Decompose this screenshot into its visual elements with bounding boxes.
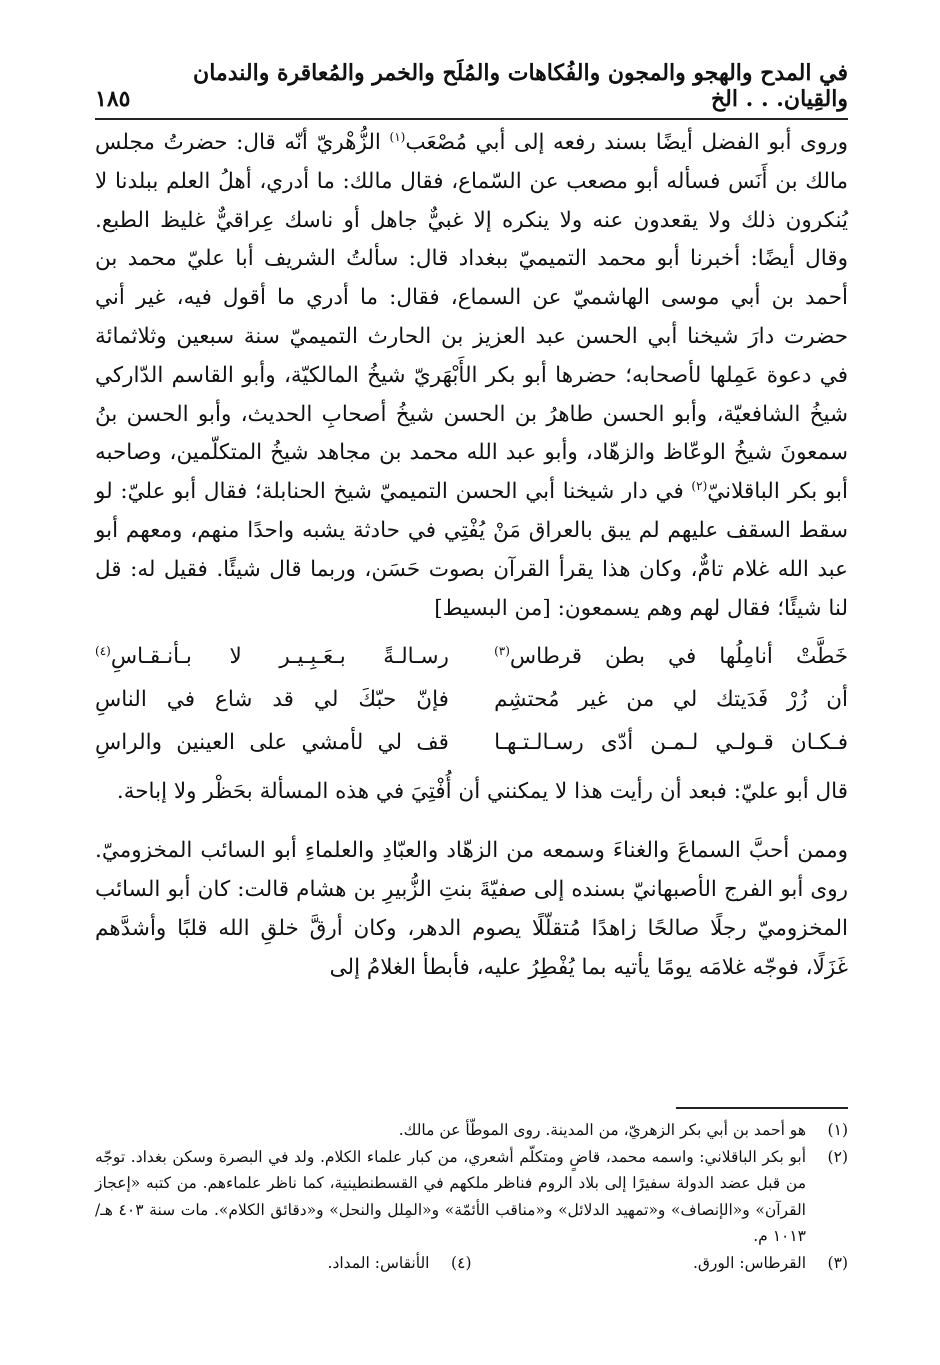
footnote-2	[95, 1144, 848, 1250]
page-header	[95, 60, 848, 112]
footnote-4-text: الأنقاس: المداد.	[327, 1253, 430, 1272]
footnote-pair	[95, 1250, 848, 1277]
paragraph-3: وممن أحبَّ السماعَ والغناءَ وسمعه من الزهّاد والعبّادِ والعلماءِ أبو السائب المخزوميّ. روى أبو الفرج الأصبهانيّ بسنده إلى صفيّةَ بنتِ الزُّبيرِ بن هشام قالت: كان أبو السائب المخزوميّ رجلًا صالحًا زاهدًا مُتقلّلًا يصوم الدهر، وكان أرقَّ خلقِ الله قلبًا وأشدَّهم غَزَلًا، فوجّه غلامَه يومًا يأتيه بما يُفْطِرُ عليه، فأبطأ الغلامُ إلى	[95, 838, 848, 980]
footnote-rule	[676, 1107, 848, 1109]
footnote-1-number: (١)	[827, 1121, 848, 1139]
footnote-3-text: القرطاس: الورق.	[692, 1253, 806, 1272]
paragraph-2: قال أبو عليّ: فبعد أن رأيت هذا لا يمكنني أن أُفْتِيَ في هذه المسألة بحَظْر ولا إباحة.	[116, 779, 848, 805]
footnote-2-text: أبو بكر الباقلاني: واسمه محمد، قاضٍ ومتكلّم أشعري، من كبار علماء الكلام. ولد في البصرة وسكن بغداد. توجّه من قبل عضد الدولة سفيرًا إلى بلاد الروم فناظر ملكهم في القسطنطينية، كما ناظر علماءهم. من كتبه «إعجاز القرآن» و«الإنصاف» و«تمهيد الدلائل» و«مناقب الأئمّة» و«المِلل والنحل» و«دقائق الكلام». مات سنة ٤٠٣ هـ/ ١٠١٣ م.	[95, 1147, 806, 1245]
verse-2	[95, 679, 848, 722]
verse-1-second-hemistich	[95, 638, 449, 677]
footnote-4	[95, 1250, 472, 1277]
footnote-3	[472, 1250, 849, 1277]
running-title: في المدح والهجو والمجون والفُكاهات والمُلَح والخمر والمُعاقرة والندمان والقِيان. . . الخ	[193, 60, 848, 112]
footnote-4-number: (٤)	[451, 1253, 472, 1272]
footnote-ref-1[interactable]: (١)	[389, 129, 406, 144]
footnote-ref-3[interactable]: (٣)	[494, 644, 510, 659]
footnote-1	[95, 1117, 848, 1144]
paragraph-1	[95, 124, 848, 628]
verse-2-second-hemistich: فإنّ حبّكَ لي قد شاع في الناسِ	[95, 687, 449, 713]
verse-3	[95, 722, 848, 765]
main-text	[95, 124, 848, 987]
verse-1-first-text: خَطَّتْ أنامِلُها في بطن قرطاس	[509, 644, 848, 670]
footnote-1-text: هو أحمد بن أبي بكر الزهريّ، من المدينة. روى الموطّأ عن مالك.	[398, 1121, 806, 1139]
verse-1	[95, 636, 848, 679]
verse-1-first-hemistich	[494, 638, 848, 677]
footnote-ref-4[interactable]: (٤)	[95, 644, 111, 659]
verse-3-first-hemistich: فـكـان قـولـي لـمـن أدّى رسـالـتـهـا	[494, 730, 848, 756]
footnote-3-number: (٣)	[827, 1253, 848, 1272]
verse-3-second-hemistich: قف لي لأمشي على العينين والراسِ	[95, 730, 449, 756]
header-rule	[95, 118, 848, 120]
footnote-ref-2[interactable]: (٢)	[691, 479, 708, 494]
verse-1-second-text: رسـالـةً بـعَـبِـيـر لا بـأنـقـاسِ	[110, 644, 449, 670]
footnotes	[95, 1117, 848, 1276]
page-number: ١٨٥	[95, 86, 131, 112]
paragraph-1-part-b: الزُّهْريّ أنّه قال: حضرتُ مجلس مالك بن أَنَس فسأله أبو مصعب عن السّماع، فقال مالك: ما أدري، أهلُ العلم ببلدنا لا يُنكرون ذلك ولا يقعدون عنه ولا ينكره إلا غبيٌّ جاهل أو ناسك عِراقيٌّ غليظ الطبع. وقال أيضًا: أخبرنا أبو محمد التميميّ ببغداد قال: سألتُ الشريف أبا عليّ محمد بن أحمد بن أبي موسى الهاشميّ عن السماع، فقال: ما أدري ما أقول فيه، غير أني حضرت دارَ شيخنا أبي الحسن عبد العزيز بن الحارث التميميّ سنة سبعين وثلاثمائة في دعوة عَمِلها لأصحابه؛ حضرها أبو بكر الأَبْهَريّ شيخُ المالكيّة، وأبو القاسم الدّاركي شيخُ الشافعيّة، وأبو الحسن طاهرُ بن الحسن شيخُ أصحابِ الحديث، وأبو الحسن بنُ سمعونَ شيخُ الوعّاظ والزهّاد، وأبو عبد الله محمد بن مجاهد شيخُ المتكلّمين، وصاحبه أبو بكر الباقلانيّ	[95, 130, 848, 505]
footnote-2-number: (٢)	[827, 1147, 848, 1166]
poem	[95, 636, 848, 765]
verse-2-first-hemistich: أن زُرْ فَدَيتك لي من غير مُحتشِم	[494, 687, 848, 713]
paragraph-1-part-c: في دار شيخنا أبي الحسن التميميّ شيخ الحنابلة؛ فقال أبو عليّ: لو سقط السقف عليهم لم يبق بالعراق مَنْ يُفْتِي في حادثة يشبه واحدًا منهم، ومعهم أبو عبد الله غلام تامٌّ، وكان هذا يقرأ القرآن بصوت حَسَن، وربما قال شيئًا. فقيل له: قل لنا شيئًا؛ فقال لهم وهم يسمعون: [من البسيط]	[95, 479, 848, 621]
paragraph-1-part-a: وروى أبو الفضل أيضًا بسند رفعه إلى أبي مُصْعَب	[405, 130, 849, 155]
